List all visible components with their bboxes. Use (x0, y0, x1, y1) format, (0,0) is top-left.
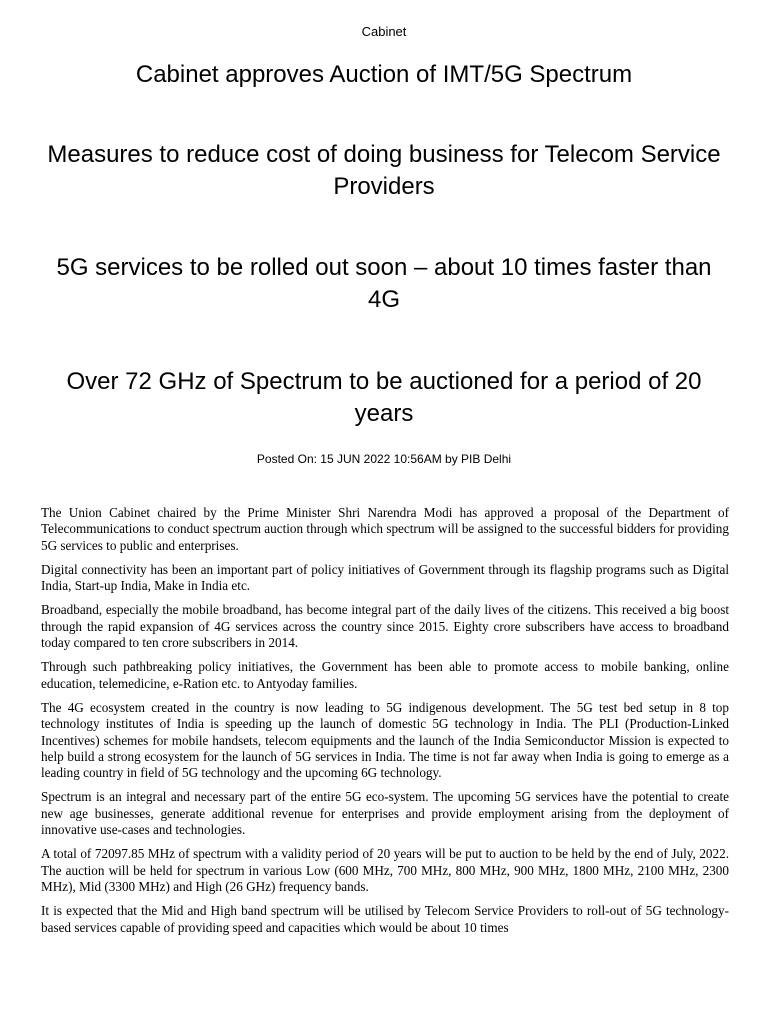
headline-subtitle-2: 5G services to be rolled out soon – about 10 times faster than 4G (56, 254, 712, 313)
headline-title: Cabinet approves Auction of IMT/5G Spectrum (135, 61, 633, 88)
article-body (41, 505, 729, 944)
headline-subtitle-3: Over 72 GHz of Spectrum to be auctioned for a period of 20 years (66, 368, 702, 427)
paragraph: Through such pathbreaking policy initiatives, the Government has been able to promote access to mobile banking, online education, telemedicine, e-Ration etc. to Antyoday families. (41, 659, 729, 691)
paragraph: The 4G ecosystem created in the country is now leading to 5G indigenous development. The 5G test bed setup in 8 top technology institutes of India is speeding up the launch of domestic 5G technology in India. The PLI (Production-Linked Incentives) schemes for mobile handsets, telecom equipments and the launch of the India Semiconductor Mission is expected to help build a strong ecosystem for the launch of 5G services in India. The time is not far away when India is going to emerge as a leading country in field of 5G technology and the upcoming 6G technology. (41, 699, 729, 781)
paragraph: A total of 72097.85 MHz of spectrum with a validity period of 20 years will be put to auction to be held by the end of July, 2022. The auction will be held for spectrum in various Low (600 MHz, 700 MHz, 800 MHz, 900 MHz, 1800 MHz, 2100 MHz, 2300 MHz), Mid (3300 MHz) and High (26 GHz) frequency bands. (41, 846, 729, 894)
paragraph: It is expected that the Mid and High band spectrum will be utilised by Telecom Service Providers to roll-out of 5G technology-based services capable of providing speed and capacities which would be about 10 times (41, 903, 729, 935)
posted-info: Posted On: 15 JUN 2022 10:56AM by PIB Delhi (256, 452, 512, 466)
paragraph: Digital connectivity has been an important part of policy initiatives of Government through its flagship programs such as Digital India, Start-up India, Make in India etc. (41, 561, 729, 594)
headline-subtitle-1: Measures to reduce cost of doing business for Telecom Service Providers (47, 141, 721, 200)
ministry-label: Cabinet (361, 24, 407, 39)
paragraph: The Union Cabinet chaired by the Prime Minister Shri Narendra Modi has approved a proposal of the Department of Telecommunications to conduct spectrum auction through which spectrum will be assigned to the successful bidders for providing 5G services to public and enterprises. (41, 505, 729, 553)
paragraph: Spectrum is an integral and necessary part of the entire 5G eco-system. The upcoming 5G services have the potential to create new age businesses, generate additional revenue for enterprises and provide employment arising from the deployment of innovative use-cases and technologies. (41, 789, 729, 838)
paragraph: Broadband, especially the mobile broadband, has become integral part of the daily lives of the citizens. This received a big boost through the rapid expansion of 4G services across the country since 2015. Eighty crore subscribers have access to broadband today compared to ten crore subscribers in 2014. (41, 602, 729, 651)
